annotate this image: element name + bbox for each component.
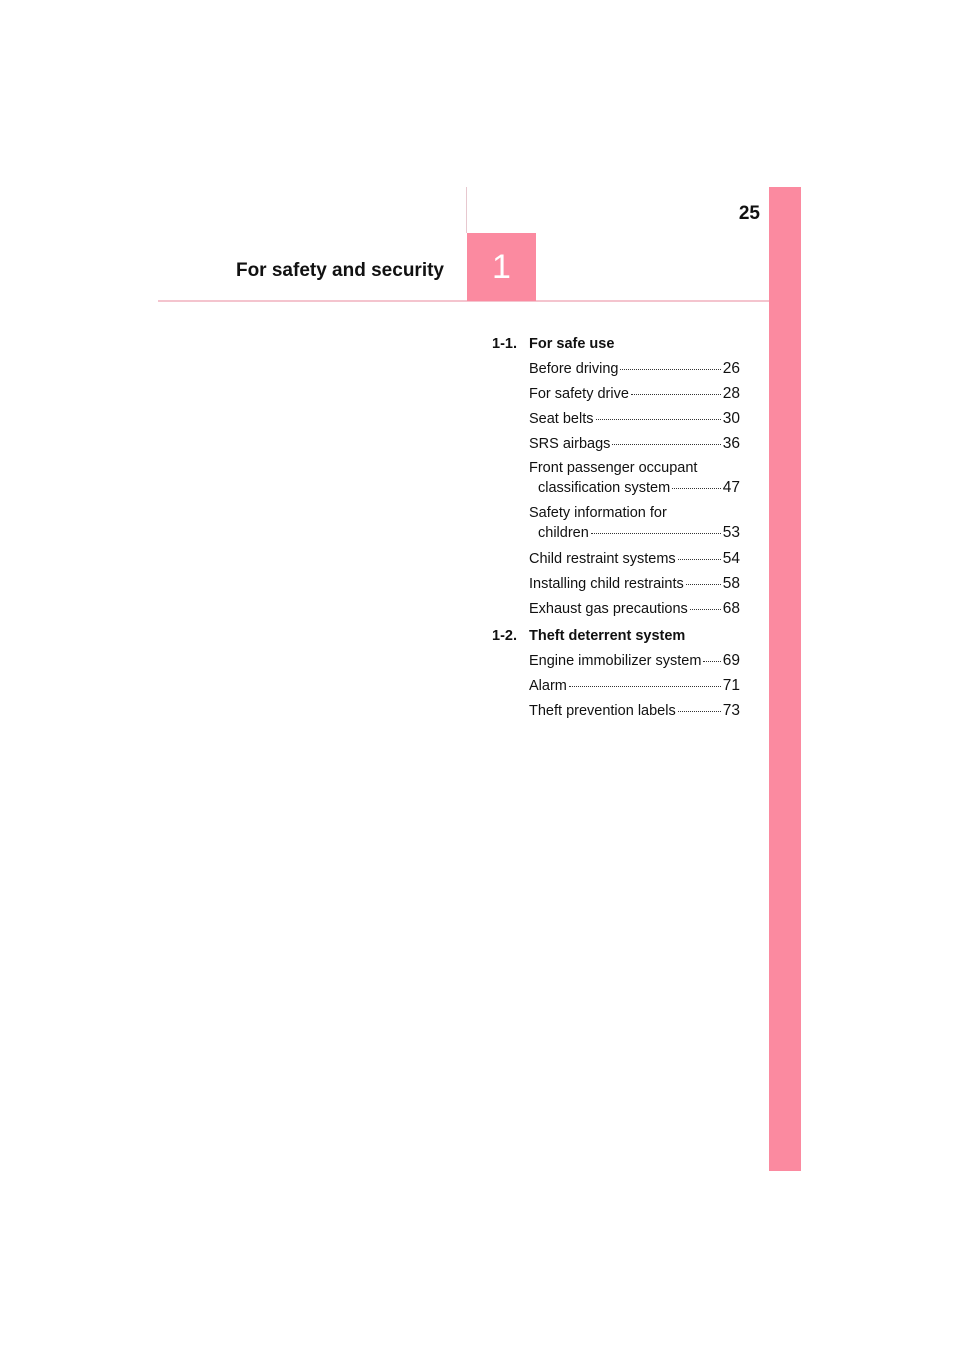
chapter-title: For safety and security bbox=[235, 260, 444, 281]
toc-entry[interactable] bbox=[529, 358, 740, 383]
toc-entry-page: 69 bbox=[722, 652, 740, 669]
toc-entry-title: Engine immobilizer system bbox=[529, 653, 702, 669]
toc-section-number: 1-1. bbox=[492, 336, 517, 352]
toc-entry-title-continued: classification system bbox=[538, 480, 671, 496]
toc-entry-title: Alarm bbox=[529, 678, 567, 694]
toc-entry-page: 28 bbox=[722, 385, 740, 402]
toc-entry-page: 36 bbox=[722, 435, 740, 452]
header-rule bbox=[158, 300, 769, 302]
toc-entry-title: Theft prevention labels bbox=[529, 703, 676, 719]
toc-entry-page: 71 bbox=[722, 677, 740, 694]
toc-entry-title: Seat belts bbox=[529, 411, 594, 427]
toc-section-title: For safe use bbox=[529, 336, 615, 352]
toc-entry-title: Safety information for bbox=[529, 505, 667, 521]
toc-entry[interactable] bbox=[529, 433, 740, 458]
toc-entry[interactable] bbox=[529, 700, 740, 725]
dot-leader bbox=[631, 394, 721, 395]
toc-section-heading[interactable] bbox=[492, 625, 740, 650]
toc-entry-page: 54 bbox=[722, 550, 740, 567]
toc-entry-page: 58 bbox=[722, 575, 740, 592]
toc-entry[interactable] bbox=[529, 458, 740, 503]
dot-leader bbox=[596, 419, 721, 420]
toc-section-number: 1-2. bbox=[492, 628, 517, 644]
dot-leader bbox=[591, 533, 721, 534]
dot-leader bbox=[612, 444, 720, 445]
toc-entry-page: 73 bbox=[722, 702, 740, 719]
dot-leader bbox=[620, 369, 720, 370]
toc-entry[interactable] bbox=[529, 675, 740, 700]
toc-entry[interactable] bbox=[529, 650, 740, 675]
toc-entry-page: 68 bbox=[722, 600, 740, 617]
dot-leader bbox=[678, 559, 721, 560]
toc-entry-page: 53 bbox=[722, 524, 740, 541]
toc-entry-title: Child restraint systems bbox=[529, 551, 676, 567]
table-of-contents bbox=[492, 333, 740, 725]
toc-entry[interactable] bbox=[529, 503, 740, 548]
toc-entry-title: For safety drive bbox=[529, 386, 629, 402]
dot-leader bbox=[686, 584, 721, 585]
dot-leader bbox=[703, 661, 720, 662]
toc-entry-page: 47 bbox=[722, 479, 740, 496]
dot-leader bbox=[678, 711, 721, 712]
toc-entry[interactable] bbox=[529, 573, 740, 598]
toc-section-heading[interactable] bbox=[492, 333, 740, 358]
toc-entry-page: 30 bbox=[722, 410, 740, 427]
toc-entry-title: Exhaust gas precautions bbox=[529, 601, 688, 617]
chapter-number-box: 1 bbox=[467, 233, 536, 301]
toc-entry-title-continued: children bbox=[538, 525, 589, 541]
toc-entry-title: Before driving bbox=[529, 361, 619, 377]
toc-entry[interactable] bbox=[529, 408, 740, 433]
dot-leader bbox=[569, 686, 721, 687]
chapter-side-tab bbox=[769, 187, 801, 1171]
dot-leader bbox=[672, 488, 721, 489]
toc-entry[interactable] bbox=[529, 598, 740, 623]
page-number: 25 bbox=[738, 203, 760, 224]
header-divider-line bbox=[466, 187, 467, 233]
dot-leader bbox=[690, 609, 721, 610]
toc-entry-title: Front passenger occupant bbox=[529, 460, 698, 476]
toc-entry-title: SRS airbags bbox=[529, 436, 611, 452]
toc-entry[interactable] bbox=[529, 548, 740, 573]
toc-section-title: Theft deterrent system bbox=[529, 628, 686, 644]
toc-entry-title: Installing child restraints bbox=[529, 576, 684, 592]
toc-entry[interactable] bbox=[529, 383, 740, 408]
toc-entry-page: 26 bbox=[722, 360, 740, 377]
